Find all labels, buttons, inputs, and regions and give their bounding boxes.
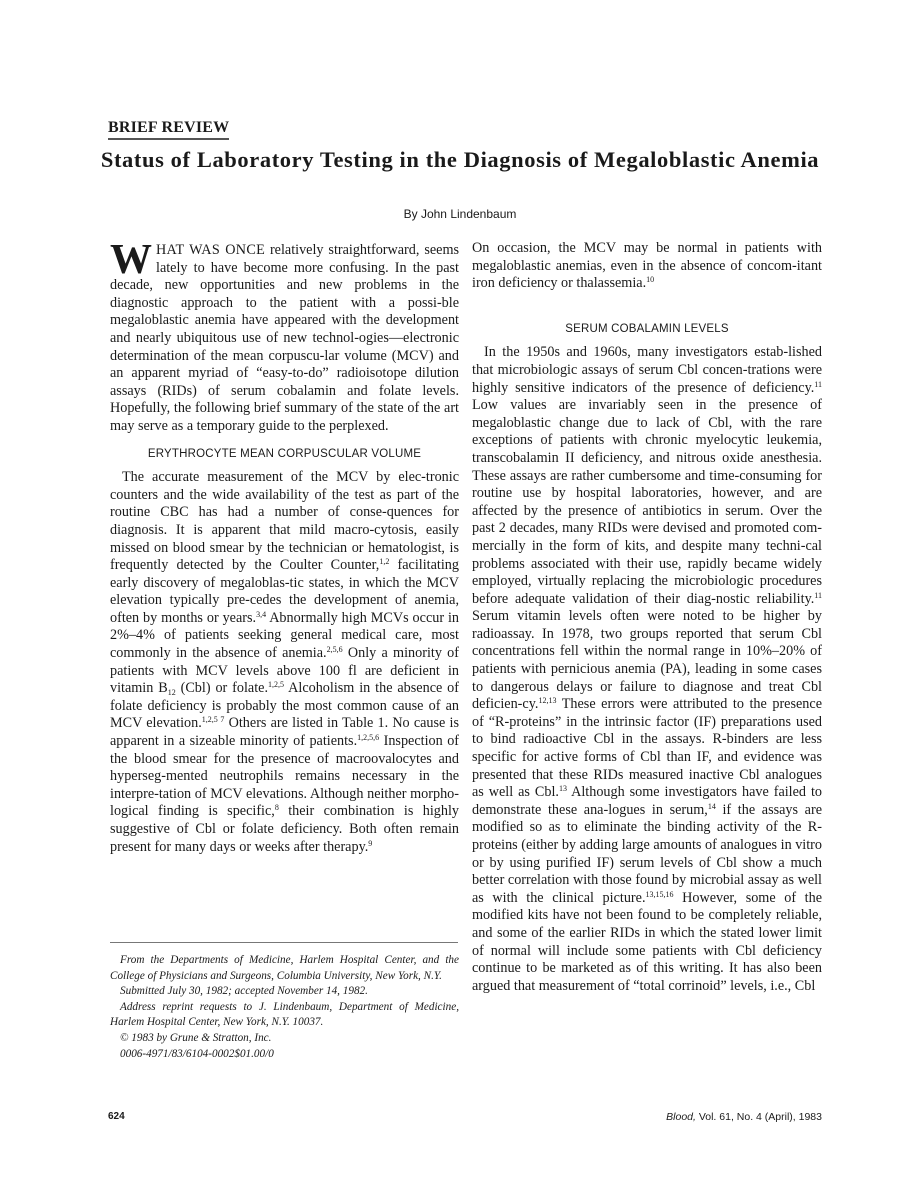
footnote-divider <box>110 942 458 943</box>
subscript: 12 <box>167 688 176 698</box>
intro-text: relatively straightforward, seems lately to have become more confusing. In the past decade, new opportunities and new problems in the diagnostic approach to the patient with a possi-ble megaloblastic anemia have appeared with the development and nearly ubiquitous use of new technol-ogies—electronic determination of the mean corpuscu-lar volume (MCV) and an apparent myriad of “easy-to-do” radioisotope dilution assays (RIDs) of serum cobalamin and folate levels. Hopefully, the following brief summary of the state of the art may serve as a temporary guide to the perplexed. <box>110 242 459 434</box>
section-heading-mcv: ERYTHROCYTE MEAN CORPUSCULAR VOLUME <box>147 447 422 460</box>
text: These errors were attributed to the presence of “R-proteins” in the intrinsic factor (IF) preparations used to bind radioactive Cbl in the assays. R-binders are less specific for active forms of Cbl than IF, and evidence was presented that these RIDs measured inactive Cbl analogues as well as Cbl. <box>472 696 822 801</box>
citation-ref: 11 <box>814 590 822 600</box>
text: Inspection of the blood smear for the presence of macroovalocytes and hyperseg-mented neutrophils remains necessary in the interpre-tation of MCV elevations. Although neither morpho-logical finding is specific, <box>110 733 460 820</box>
text: (Cbl) or folate. <box>175 680 269 697</box>
citation-ref: 8 <box>274 803 279 813</box>
citation-ref: 14 <box>707 801 716 811</box>
footnote-affiliation: From the Departments of Medicine, Harlem Hospital Center, and the College of Physicians and Surgeons, Columbia University, New York, N.Y. <box>110 954 459 982</box>
text: facilitating early discovery of megaloblas-tic states, in which the MCV elevation typically pre-cedes the development of anemia, often by months or years. <box>110 557 459 626</box>
footnote-reprint: Address reprint requests to J. Lindenbaum, Department of Medicine, Harlem Hospital Center, New York, N.Y. 10037. <box>110 1000 459 1029</box>
text: Only a minority of patients with MCV levels above 100 fl are deficient in vitamin B <box>110 645 459 697</box>
text: their combination is highly suggestive of Cbl or folate deficiency. Both often remain present for many days or weeks after therapy. <box>110 803 459 855</box>
citation-ref: 10 <box>646 275 655 285</box>
text: In the 1950s and 1960s, many investigators estab-lished that microbiologic assays of serum Cbl concen-trations were highly sensitive indicators of the presence of deficiency. <box>472 344 822 396</box>
text: The accurate measurement of the MCV by elec-tronic counters and the wide availability of the test as part of the routine CBC has had a number of conse-quences for diagnosis. It is apparent that mild macro-cytosis, easily missed on blood smear by the technician or hematologist, is frequently detected by the Coulter Counter, <box>110 469 459 574</box>
text: Although some investigators have failed to demonstrate these ana-logues in serum, <box>472 784 822 818</box>
cobalamin-paragraph <box>472 344 822 995</box>
right-column <box>472 240 822 995</box>
text: Others are listed in Table 1. No cause is apparent in a sizeable minority of patients. <box>110 715 459 750</box>
journal-name: Blood, <box>666 1111 696 1123</box>
page-number: 624 <box>108 1111 125 1122</box>
citation-ref: 11 <box>814 379 822 389</box>
text: Low values are invariably seen in the presence of megaloblastic change due to lack of Cbl, with the rare exceptions of patients with chronic myelocytic leukemia, transcobalamin II deficiency, and nitrous oxide anesthesia. These assays are rather cumbersome and time-consuming for routine use by hospital laboratories, however, and are affected by the presence of antibiotics in serum. Over the past 2 decades, many RIDs were devised and promoted com-mercially in the form of kits, and despite many techni-cal problems associated with their use, rapidly became widely employed, virtually replacing the microbiologic procedures before adequate validation of their diag-nostic reliability. <box>472 397 822 607</box>
citation-ref: 1,2,5,6 <box>357 733 380 743</box>
citation-ref: 3,4 <box>256 609 267 619</box>
mcv-paragraph <box>110 469 459 856</box>
citation-ref: 1,2,5 <box>268 680 285 690</box>
journal-volume: Vol. 61, No. 4 (April), 1983 <box>695 1111 822 1123</box>
citation-ref: 12,13 <box>538 696 557 706</box>
text: if the assays are modified so as to eliminate the binding activity of the R-proteins (either by adding large amounts of analogues in vitro or by using purified IF) serum levels of Cbl show a much better correlation with those found by microbial assay as well as with the clinical picture. <box>472 801 823 906</box>
text: However, some of the modified kits have not been found to be completely reliable, and some of the earlier RIDs in which the stated lower limit of normal will include some patients with Cbl deficiency continue to be marketed as of this writing. It has also been argued that measurement of “total corrinoid” levels, i.e., Cbl <box>472 889 823 994</box>
text: On occasion, the MCV may be normal in patients with megaloblastic anemias, even in the absence of concom-itant iron deficiency or thalassemia. <box>472 240 822 292</box>
text: Alcoholism in the absence of folate deficiency is probably the most common cause of an MCV elevation. <box>110 680 460 732</box>
citation-ref: 13 <box>558 784 567 794</box>
text: Abnormally high MCVs occur in 2%–4% of patients seeking general medical care, most commonly in the absence of anemia. <box>110 609 459 662</box>
text: Serum vitamin levels often were noted to be higher by radioassay. In 1978, two groups reported that serum Cbl concentrations fell within the normal range in 10%–20% of patients with pernicious anemia (PA), leading in some cases to dangerous delays or failure to diagnose and treat Cbl deficien-cy. <box>472 608 822 713</box>
section-heading-cobalamin: SERUM COBALAMIN LEVELS <box>565 322 729 335</box>
article-title: Status of Laboratory Testing in the Diagnosis of Megaloblastic Anemia <box>100 147 820 172</box>
continuation-paragraph <box>472 240 822 293</box>
left-column <box>110 237 460 856</box>
drop-cap: W <box>110 237 152 283</box>
citation-ref: 1,2 <box>379 557 390 567</box>
citation-ref: 9 <box>368 838 373 848</box>
journal-citation <box>666 1111 822 1123</box>
citation-ref: 1,2,5 7 <box>201 715 225 725</box>
citation-ref: 2,5,6 <box>326 645 343 655</box>
intro-lead: HAT WAS ONCE <box>156 242 266 258</box>
footnotes <box>110 953 459 1062</box>
footnote-code: 0006-4971/83/6104-0002$01.00/0 <box>120 1047 274 1060</box>
citation-ref: 13,15,16 <box>645 889 674 899</box>
footnote-copyright: © 1983 by Grune & Stratton, Inc. <box>120 1031 272 1044</box>
section-label: BRIEF REVIEW <box>108 119 229 140</box>
byline: By John Lindenbaum <box>403 207 517 221</box>
intro-paragraph <box>110 237 459 436</box>
footnote-submitted: Submitted July 30, 1982; accepted November 14, 1982. <box>120 985 368 998</box>
